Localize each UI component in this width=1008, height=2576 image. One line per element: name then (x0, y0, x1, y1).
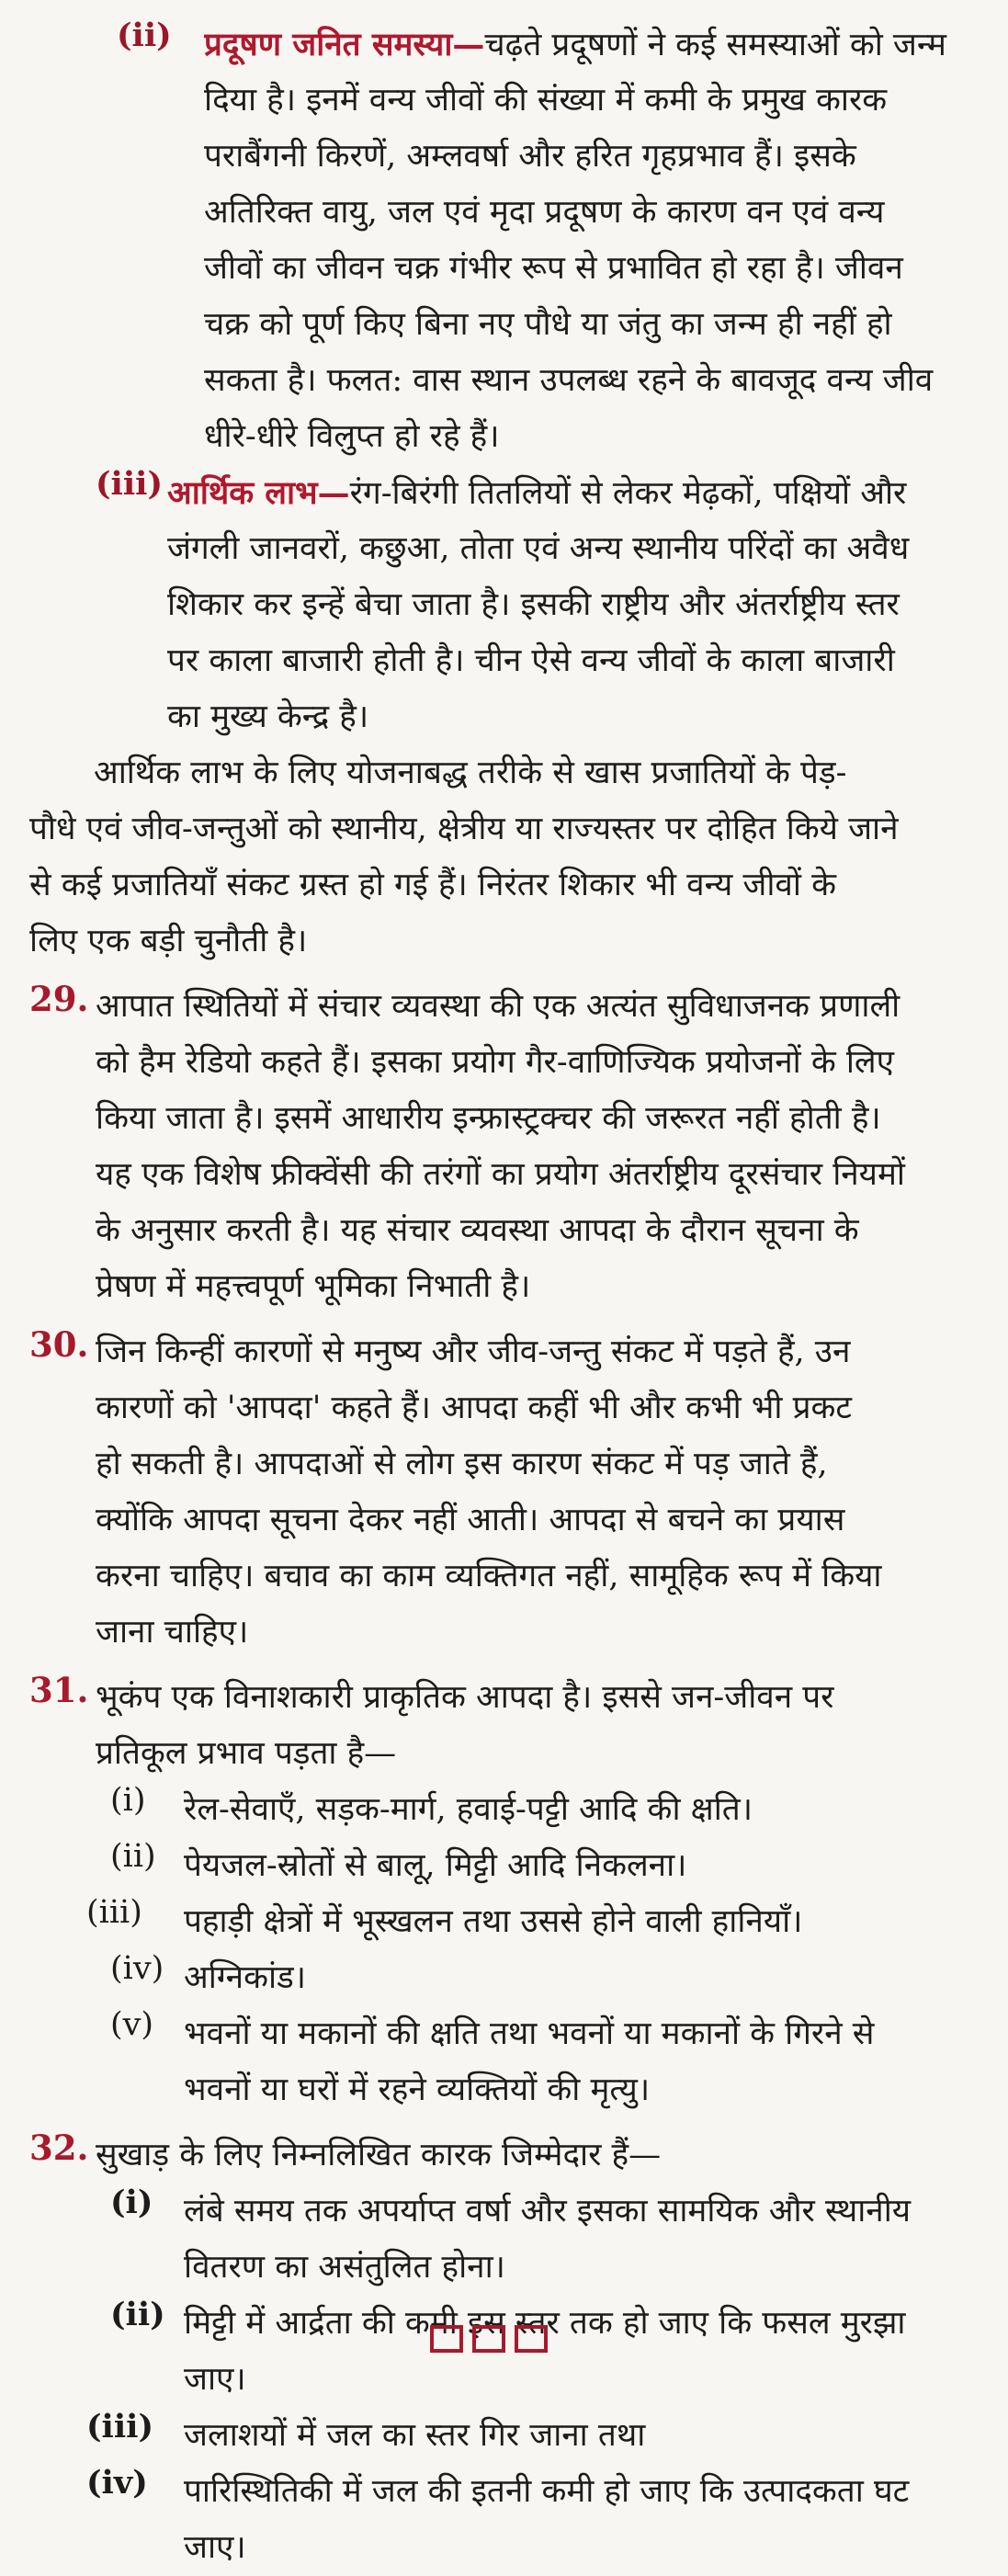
end-of-section-ornament (430, 2325, 548, 2353)
q30-line-3: क्योंकि आपदा सूचना देकर नहीं आती। आपदा से बचने का प्रयास (96, 1502, 845, 1538)
para-line-1: पौधे एवं जीव-जन्तुओं को स्थानीय, क्षेत्रीय या राज्यस्तर पर दोहित किये जाने (29, 811, 899, 847)
q29-line-5: प्रेषण में महत्त्वपूर्ण भूमिका निभाती है। (96, 1268, 531, 1305)
q31-item-v-text-0: भवनों या मकानों की क्षति तथा भवनों या मकानों के गिरने से (184, 2015, 875, 2052)
q32-line-0: सुखाड़ के लिए निम्नलिखित कारक जिम्मेदार हैं— (96, 2137, 662, 2173)
q32-item-i-text-0: लंबे समय तक अपर्याप्त वर्षा और इसका सामयिक और स्थानीय (184, 2193, 912, 2230)
section-ii-line-3: अतिरिक्त वायु, जल एवं मृदा प्रदूषण के कारण वन एवं वन्य (204, 194, 885, 231)
q31-item-i-label: (i) (110, 1782, 146, 1819)
q31-item-v (29, 2006, 971, 2118)
q29-line-0: आपात स्थितियों में संचार व्यवस्था की एक अत्यंत सुविधाजनक प्रणाली (96, 988, 900, 1025)
section-ii-line-1: दिया है। इनमें वन्य जीवों की संख्या में कमी के प्रमुख कारक (204, 82, 888, 119)
question-29 (29, 979, 971, 1315)
q29-line-1: को हैम रेडियो कहते हैं। इसका प्रयोग गैर-वाणिज्यिक प्रयोजनों के लिए (96, 1044, 895, 1081)
para-line-2: से कई प्रजातियाँ संकट ग्रस्त हो गई हैं। निरंतर शिकार भी वन्य जीवों के (29, 867, 836, 903)
question-31-number: 31. (29, 1670, 89, 1710)
section-iii-heading: आर्थिक लाभ— (167, 474, 350, 512)
section-iii-label: (iii) (96, 465, 164, 503)
question-30-number: 30. (29, 1324, 89, 1365)
q32-item-i-label: (i) (110, 2184, 153, 2221)
q32-item-iii (29, 2408, 971, 2464)
section-ii (29, 17, 971, 465)
q31-item-ii-text: पेयजल-स्रोतों से बालू, मिट्टी आदि निकलना। (184, 1847, 687, 1884)
q32-item-ii-text-1: जाए। (184, 2361, 246, 2398)
q29-line-2: किया जाता है। इसमें आधारीय इन्फ्रास्ट्रक्चर की जरूरत नहीं होती है। (96, 1100, 881, 1137)
q32-item-iv-text-1: जाए। (184, 2529, 246, 2566)
q31-item-ii (29, 1838, 971, 1894)
ornament-box-2 (472, 2325, 505, 2353)
q29-line-3: यह एक विशेष फ्रीक्वेंसी की तरंगों का प्रयोग अंतर्राष्ट्रीय दूरसंचार नियमों (96, 1156, 905, 1193)
section-iii-line-1: जंगली जानवरों, कछुआ, तोता एवं अन्य स्थानीय परिंदों का अवैध (167, 530, 910, 567)
question-31 (29, 1670, 971, 1782)
ornament-box-1 (430, 2325, 463, 2353)
section-ii-label: (ii) (117, 17, 172, 54)
section-iii-line-3: पर काला बाजारी होती है। चीन ऐसे वन्य जीवों के काला बाजारी (167, 642, 895, 679)
section-ii-line-7: धीरे-धीरे विलुप्त हो रहे हैं। (204, 418, 500, 455)
question-32-number: 32. (29, 2128, 89, 2168)
question-29-number: 29. (29, 979, 89, 1019)
q30-line-1: कारणों को 'आपदा' कहते हैं। आपदा कहीं भी और कभी भी प्रकट (96, 1390, 853, 1426)
q31-item-iii (29, 1894, 971, 1950)
section-ii-line-5: चक्र को पूर्ण किए बिना नए पौधे या जंतु का जन्म ही नहीं हो (204, 306, 892, 343)
q31-line-0: भूकंप एक विनाशकारी प्राकृतिक आपदा है। इससे जन-जीवन पर (96, 1679, 834, 1716)
q31-item-iii-text: पहाड़ी क्षेत्रों में भूस्खलन तथा उससे होने वाली हानियाँ। (184, 1903, 803, 1940)
q31-item-iv-label: (iv) (110, 1950, 164, 1987)
q30-line-0: जिन किन्हीं कारणों से मनुष्य और जीव-जन्तु संकट में पड़ते हैं, उन (96, 1333, 851, 1370)
q31-item-v-label: (v) (110, 2006, 154, 2043)
ornament-box-3 (515, 2325, 548, 2353)
q31-item-iv (29, 1950, 971, 2006)
q32-item-ii-label: (ii) (110, 2296, 165, 2333)
q32-item-i-text-1: वितरण का असंतुलित होना। (184, 2249, 505, 2286)
section-iii-line-2: शिकार कर इन्हें बेचा जाता है। इसकी राष्ट्रीय और अंतर्राष्ट्रीय स्तर (167, 586, 900, 623)
section-iii-line-4: का मुख्य केन्द्र है। (167, 698, 369, 735)
q32-item-iv-text-0: पारिस्थितिकी में जल की इतनी कमी हो जाए कि उत्पादकता घट (184, 2473, 910, 2510)
section-ii-line-0: प्रदूषण जनित समस्या—चढ़ते प्रदूषणों ने कई समस्याओं को जन्म (204, 26, 946, 63)
q30-line-2: हो सकती है। आपदाओं से लोग इस कारण संकट में पड़ जाते हैं, (96, 1446, 828, 1482)
q31-item-iv-text: अग्निकांड। (184, 1959, 307, 1996)
q32-item-i (29, 2184, 971, 2296)
summary-paragraph (29, 745, 971, 970)
section-iii (29, 465, 971, 745)
section-ii-line-6: सकता है। फलत: वास स्थान उपलब्ध रहने के बावजूद वन्य जीव (204, 362, 934, 399)
q32-item-iii-text-0: जलाशयों में जल का स्तर गिर जाना तथा (184, 2417, 646, 2454)
q29-line-4: के अनुसार करती है। यह संचार व्यवस्था आपदा के दौरान सूचना के (96, 1212, 859, 1249)
para-line-3: लिए एक बड़ी चुनौती है। (29, 923, 308, 959)
question-30 (29, 1324, 971, 1661)
section-ii-heading: प्रदूषण जनित समस्या— (204, 26, 485, 63)
q31-item-i-text: रेल-सेवाएँ, सड़क-मार्ग, हवाई-पट्टी आदि की क्षति। (184, 1791, 753, 1828)
section-ii-line-2: पराबैंगनी किरणें, अम्लवर्षा और हरित गृहप्रभाव हैं। इसके (204, 138, 856, 175)
question-32 (29, 2128, 971, 2184)
q32-item-iii-label: (iii) (86, 2408, 154, 2445)
q32-item-iv-label: (iv) (86, 2464, 148, 2502)
para-line-0: आर्थिक लाभ के लिए योजनाबद्ध तरीके से खास प्रजातियों के पेड़- (94, 755, 847, 791)
q30-line-5: जाना चाहिए। (96, 1614, 249, 1651)
q31-item-iii-label: (iii) (86, 1894, 142, 1931)
q32-item-ii-text-0: मिट्टी में आर्द्रता की कमी इस स्तर तक हो जाए कि फसल मुरझा (184, 2305, 906, 2342)
q32-item-iv (29, 2464, 971, 2576)
q31-item-i (29, 1782, 971, 1838)
q30-line-4: करना चाहिए। बचाव का काम व्यक्तिगत नहीं, सामूहिक रूप में किया (96, 1558, 882, 1594)
q31-item-v-text-1: भवनों या घरों में रहने व्यक्तियों की मृत्यु। (184, 2071, 651, 2108)
section-iii-line-0: आर्थिक लाभ—रंग-बिरंगी तितलियों से लेकर मेढ़कों, पक्षियों और (167, 474, 907, 512)
q31-item-ii-label: (ii) (110, 1838, 156, 1875)
q31-line-1: प्रतिकूल प्रभाव पड़ता है— (96, 1735, 397, 1772)
section-ii-line-4: जीवों का जीवन चक्र गंभीर रूप से प्रभावित हो रहा है। जीवन (204, 250, 903, 287)
